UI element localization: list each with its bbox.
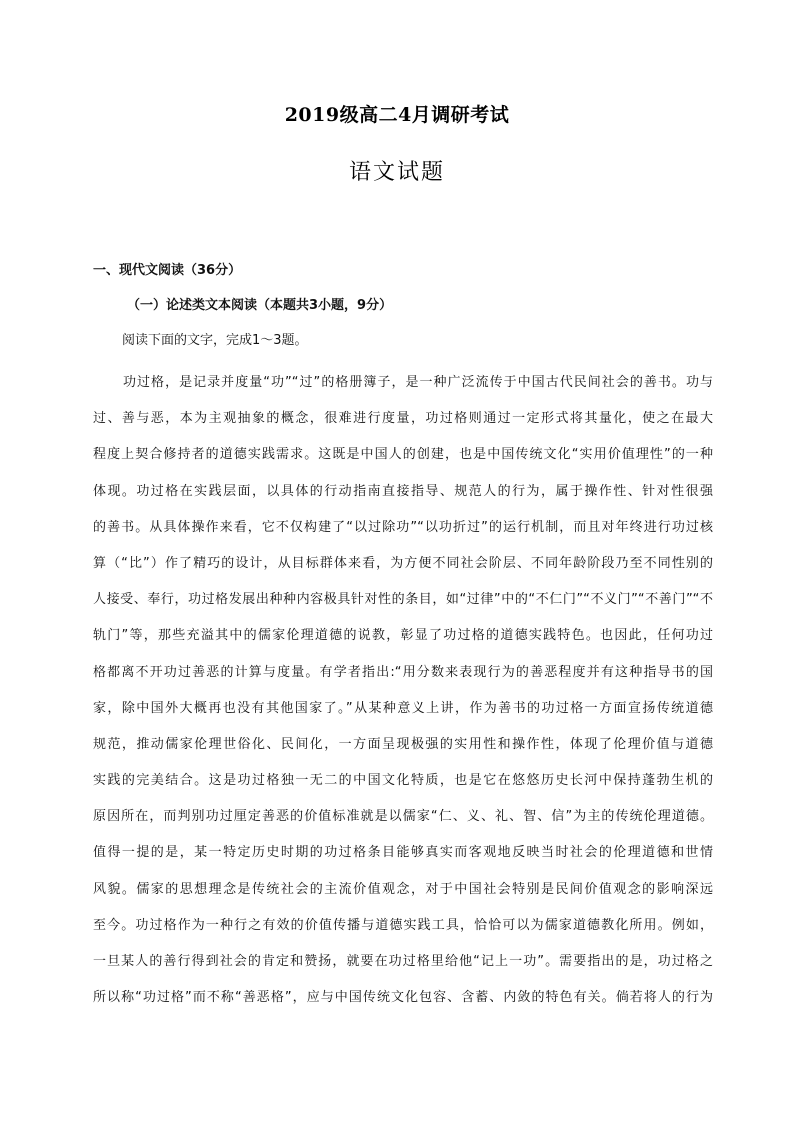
passage-line: 功过格，是记录并度量“功”“过”的格册簿子，是一种广泛流传于中国古代民间社会的善书。功与: [123, 375, 713, 390]
passage-line: 过、善与恶，本为主观抽象的概念，很难进行度量，功过格则通过一定形式将其量化，使之在最大: [93, 411, 713, 427]
passage-line: 至今。功过格作为一种行之有效的价值传播与道德实践工具，恰恰可以为儒家道德教化所用。例如，: [93, 917, 713, 933]
passage-line: 所以称“功过格”而不称“善恶格”，应与中国传统文化包容、含蓄、内敛的特色有关。倘若将人的行为: [93, 990, 713, 1006]
passage-line: 原因所在，而判别功过厘定善恶的价值标准就是以儒家“仁、义、礼、智、信”为主的传统伦理道德。: [93, 809, 713, 825]
passage-line: 值得一提的是，某一特定历史时期的功过格条目能够真实而客观地反映当时社会的伦理道德和世情: [93, 845, 713, 861]
passage-line: 格都离不开功过善恶的计算与度量。有学者指出:“用分数来表现行为的善恶程度并有这种指导书的国: [93, 664, 713, 680]
passage-line: 轨门”等，那些充溢其中的儒家伦理道德的说教，彰显了功过格的道德实践特色。也因此，任何功过: [93, 628, 713, 644]
passage-line: 程度上契合修持者的道德实践需求。这既是中国人的创建，也是中国传统文化“实用价值理性”的一种: [93, 447, 713, 463]
passage-line: 人接受、奉行，功过格发展出种种内容极具针对性的条目，如“过律”中的“不仁门”“不义门”“不善门”“不: [93, 592, 713, 608]
subsection-heading: （一）论述类文本阅读（本题共3小题，9分）: [127, 298, 393, 313]
passage-line: 家，除中国外大概再也没有其他国家了。”从某种意义上讲，作为善书的功过格一方面宣扬传统道德: [93, 700, 713, 716]
passage-body: [93, 365, 713, 1016]
passage-line: 规范，推动儒家伦理世俗化、民间化，一方面呈现极强的实用性和操作性，体现了伦理价值与道德: [93, 736, 713, 752]
passage-line: 体现。功过格在实践层面，以具体的行动指南直接指导、规范人的行为，属于操作性、针对性很强: [93, 483, 713, 499]
subject-title: 语文试题: [348, 160, 445, 185]
passage-line: 的善书。从具体操作来看，它不仅构建了“以过除功”“以功折过”的运行机制，而且对年终进行功过核: [93, 519, 713, 535]
passage-line: 风貌。儒家的思想理念是传统社会的主流价值观念，对于中国社会特别是民间价值观念的影响深远: [93, 881, 713, 897]
reading-instruction: 阅读下面的文字，完成1～3题。: [122, 333, 308, 348]
passage-line: 实践的完美结合。这是功过格独一无二的中国文化特质，也是它在悠悠历史长河中保持蓬勃生机的: [93, 773, 713, 789]
passage-line: 算（“比”）作了精巧的设计，从目标群体来看，为方便不同社会阶层、不同年龄阶段乃至不同性别的: [93, 555, 713, 571]
passage-line: 一旦某人的善行得到社会的肯定和赞扬，就要在功过格里给他“记上一功”。需要指出的是，功过格之: [93, 954, 713, 969]
section-heading: 一、现代文阅读（36分）: [93, 263, 242, 278]
exam-title: 2019级高二4月调研考试: [284, 104, 510, 126]
